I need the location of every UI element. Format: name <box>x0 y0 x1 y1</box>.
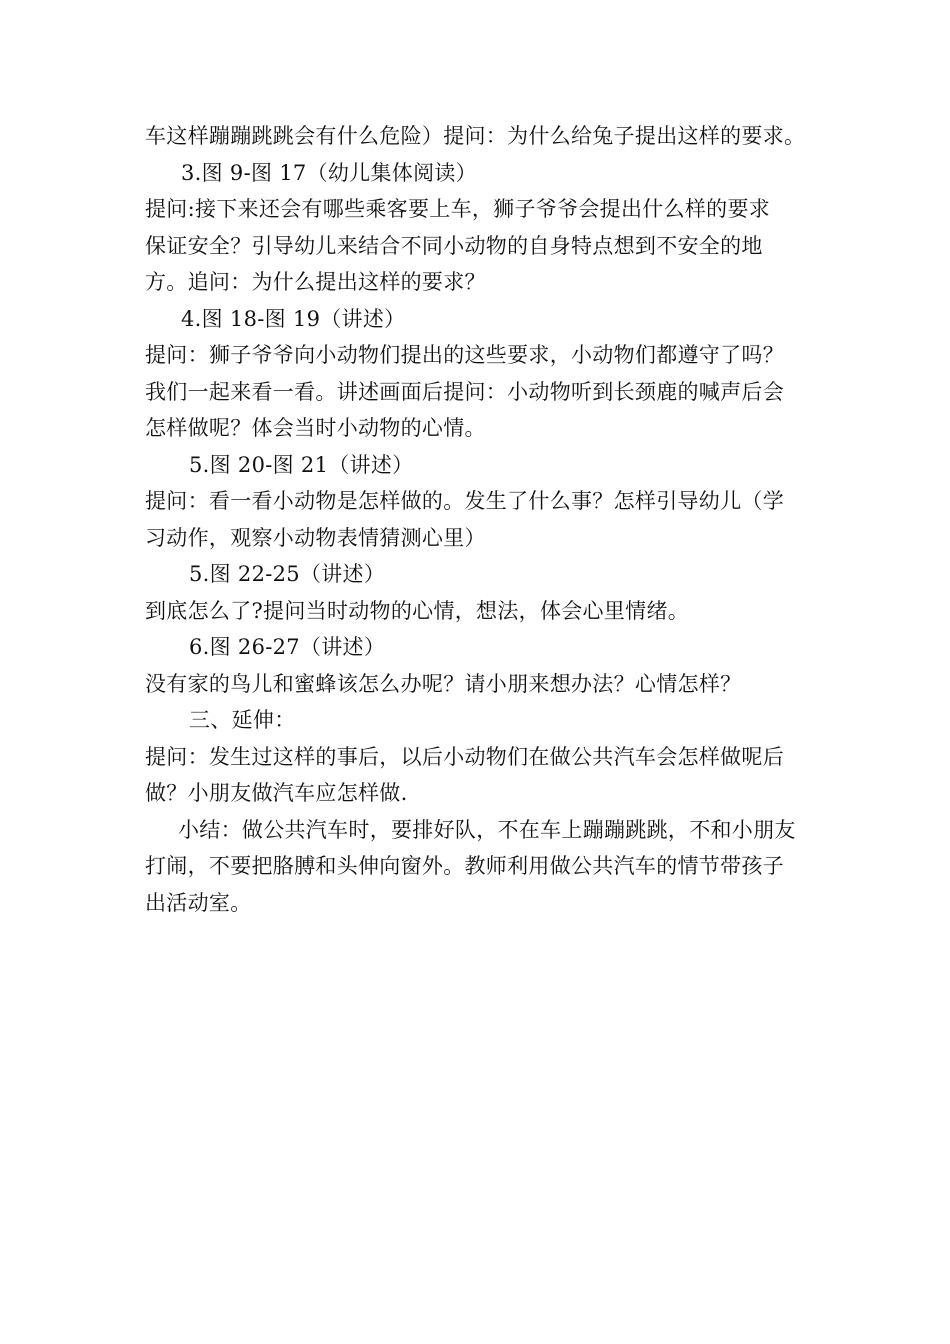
paragraph-line: 做？小朋友做汽车应怎样做. <box>145 781 408 805</box>
paragraph-line: 方。追问：为什么提出这样的要求？ <box>145 270 486 294</box>
section-heading: 6.图 26-27（讲述） <box>189 635 386 659</box>
paragraph-line: 怎样做呢？体会当时小动物的心情。 <box>145 416 486 440</box>
paragraph-line: 出活动室。 <box>145 890 252 915</box>
section-heading: 3.图 9-图 17（幼儿集体阅读） <box>181 160 477 185</box>
paragraph-line: 到底怎么了?提问当时动物的心情，想法，体会心里情绪。 <box>145 598 690 623</box>
paragraph-line: 提问：发生过这样的事后，以后小动物们在做公共汽车会怎样做呢后 <box>145 744 784 769</box>
paragraph-line: 习动作，观察小动物表情猜测心里） <box>145 525 486 550</box>
paragraph-line: 车这样蹦蹦跳跳会有什么危险）提问：为什么给兔子提出这样的要求。 <box>145 124 806 148</box>
paragraph-line: 保证安全？引导幼儿来结合不同小动物的自身特点想到不安全的地 <box>145 233 763 258</box>
paragraph-line: 提问：狮子爷爷向小动物们提出的这些要求，小动物们都遵守了吗？ <box>145 343 784 367</box>
section-heading: 三、延伸： <box>189 708 296 732</box>
summary-line: 小结：做公共汽车时，要排好队，不在车上蹦蹦跳跳，不和小朋友 <box>178 817 796 842</box>
document-body <box>145 118 825 921</box>
section-heading: 4.图 18-图 19（讲述） <box>181 306 406 331</box>
paragraph-line: 提问:接下来还会有哪些乘客要上车，狮子爷爷会提出什么样的要求 <box>145 197 771 221</box>
section-heading: 5.图 22-25（讲述） <box>189 562 386 586</box>
section-heading: 5.图 20-图 21（讲述） <box>189 452 414 477</box>
paragraph-line: 打闹，不要把胳膊和头伸向窗外。教师利用做公共汽车的情节带孩子 <box>145 854 784 878</box>
paragraph-line: 提问：看一看小动物是怎样做的。发生了什么事？怎样引导幼儿（学 <box>145 489 784 513</box>
paragraph-line: 我们一起来看一看。讲述画面后提问：小动物听到长颈鹿的喊声后会 <box>145 379 784 404</box>
paragraph-line: 没有家的鸟儿和蜜蜂该怎么办呢？请小朋来想办法？心情怎样？ <box>145 671 742 696</box>
